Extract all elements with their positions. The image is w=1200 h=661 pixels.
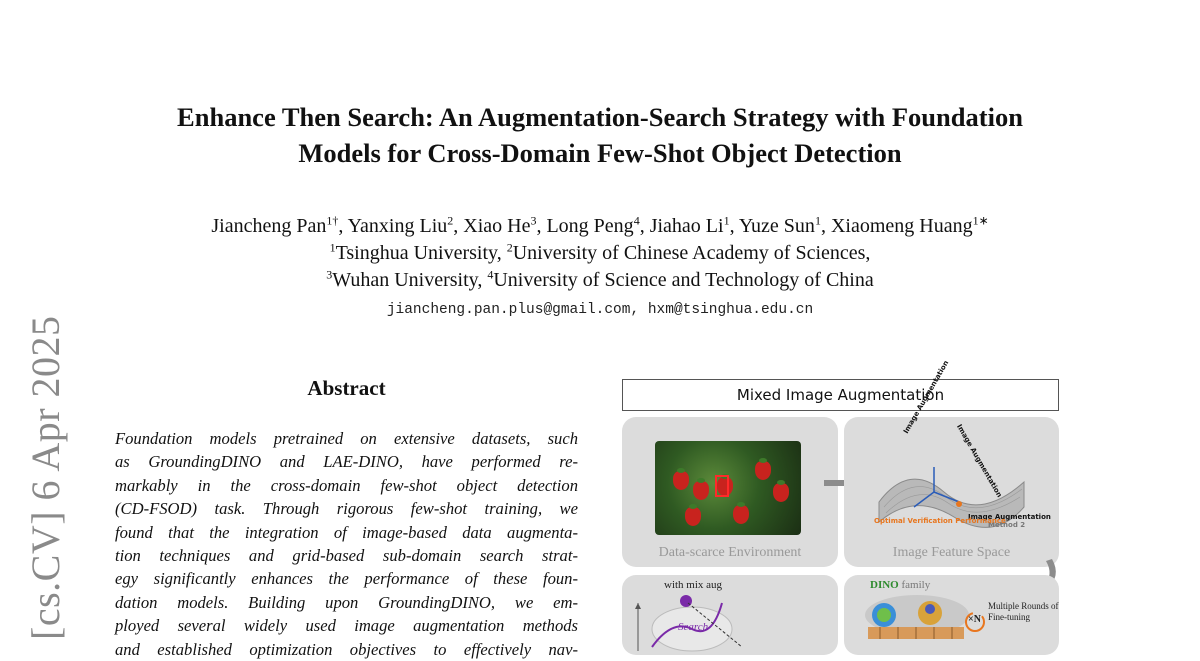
strawberry-photo	[655, 441, 801, 535]
panel-caption: Data-scarce Environment	[658, 545, 802, 560]
author-sup: 1	[723, 213, 730, 228]
affiliation-sup: 1	[329, 240, 336, 255]
strawberry-icon	[673, 471, 689, 490]
author-sup: 3	[530, 213, 537, 228]
abstract-line: Foundation models pretrained on extensive datasets, such	[115, 429, 578, 448]
abstract-line: (CD-FSOD) task. Through rigorous few-shot training, we	[115, 499, 578, 519]
detection-box	[715, 475, 729, 497]
abstract-body	[115, 427, 578, 661]
title-line-2: Models for Cross-Domain Few-Shot Object Detection	[298, 138, 902, 168]
abstract-line: and established optimization objectives to effectively nav-	[115, 639, 578, 659]
author-name: Jiahao Li	[649, 215, 724, 237]
author-block	[0, 213, 1200, 294]
abstract-line: tion techniques and grid-based sub-domain search strat-	[115, 546, 578, 566]
strawberry-icon	[693, 481, 709, 500]
fine-tuning-label: Multiple Rounds of Fine-tuning	[988, 601, 1059, 622]
author-name: Xiao He	[463, 215, 531, 237]
author-names: Jiancheng Pan$^{1\dagger}$, Yanxing Liu$^2$, Xiao He$^3$, Long Peng$^4$, Jiahao Li$^1$, Yuze Sun$^1$, Xiaomeng Huang$^{1∗}$	[211, 213, 989, 237]
method-figure	[622, 359, 1060, 648]
arxiv-stamp: [cs.CV] 6 Apr 2025	[23, 315, 68, 640]
optimal-label: Optimal Verification Performance	[874, 517, 1006, 525]
search-curve-icon	[632, 589, 832, 655]
affiliation: Wuhan University,	[332, 269, 483, 291]
abstract-line: markably in the cross-domain few-shot object detection	[115, 475, 578, 495]
abstract-line: egy significantly enhances the performance of these foun-	[115, 569, 578, 589]
panel-mix-aug	[622, 575, 838, 655]
abstract-line: ployed several widely used image augmentation methods	[115, 616, 578, 636]
mix-aug-label: with mix aug	[664, 579, 723, 591]
author-emails[interactable]: jiancheng.pan.plus@gmail.com, hxm@tsinghua.edu.cn	[386, 302, 814, 318]
affiliation-line-2	[0, 267, 1200, 294]
affiliation: University of Science and Technology of China	[493, 269, 874, 291]
author-sup: 1	[814, 213, 821, 228]
author-name: Yuze Sun	[738, 215, 815, 237]
figure-header: Mixed Image Augmentation	[622, 379, 1059, 411]
affiliation-sup: 4	[487, 267, 494, 282]
abstract-line: dation models. Building upon GroundingDINO, we em-	[115, 592, 578, 612]
title-line-1: Enhance Then Search: An Augmentation-Search Strategy with Foundation	[177, 102, 1023, 132]
author-sup: 4	[633, 213, 640, 228]
dino-family-label	[870, 579, 930, 591]
panel-caption: Image Feature Space	[892, 545, 1011, 560]
author-sup: 2	[447, 213, 454, 228]
strawberry-icon	[755, 461, 771, 480]
author-name: Xiaomeng Huang	[830, 215, 973, 237]
dino-brand: DINO	[870, 579, 899, 591]
author-name: Yanxing Liu	[347, 215, 448, 237]
affiliation-line-1	[0, 240, 1200, 267]
affiliation: Tsinghua University,	[335, 242, 502, 264]
aug-label: Image Augmentation	[968, 513, 1051, 521]
panel-feature-space	[844, 359, 1059, 567]
strawberry-icon	[733, 505, 749, 524]
affiliation: University of Chinese Academy of Sciences,	[512, 242, 871, 264]
paper-title	[0, 99, 1200, 171]
panel-data-scarce	[622, 417, 838, 567]
abstract-line: found that the integration of image-based data augmenta-	[115, 522, 578, 542]
dino-models-icon	[862, 593, 972, 643]
method-label: Method 2	[988, 521, 1026, 529]
search-label: Search	[678, 621, 709, 633]
strawberry-icon	[685, 507, 701, 526]
dino-family: family	[901, 579, 931, 591]
author-name: Long Peng	[546, 215, 634, 237]
times-n-label: ×N	[968, 614, 981, 625]
abstract-heading: Abstract	[307, 376, 386, 400]
author-name: Jiancheng Pan	[211, 215, 327, 237]
panel-dino-family	[844, 575, 1059, 655]
aug-label: Image Augmentation	[955, 423, 1004, 499]
author-sup: 1∗	[972, 213, 989, 228]
author-sup: 1†	[326, 213, 339, 228]
strawberry-icon	[773, 483, 789, 502]
affiliation-sup: 2	[506, 240, 513, 255]
aug-label: Image Augmentation	[902, 359, 951, 435]
affiliation-sup: 3	[326, 267, 333, 282]
abstract-line: as GroundingDINO and LAE-DINO, have performed re-	[115, 452, 578, 472]
